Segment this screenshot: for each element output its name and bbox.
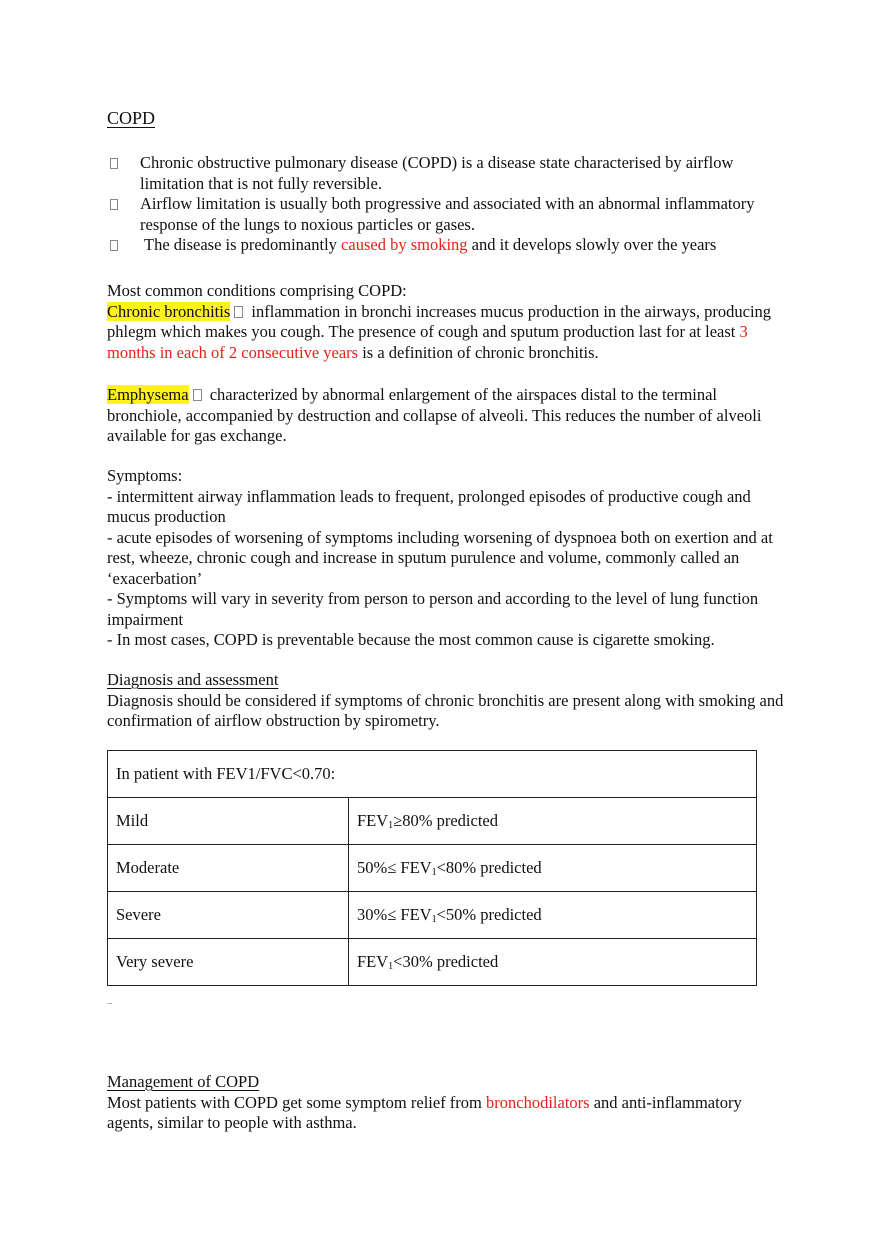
emphysema-paragraph (107, 385, 787, 447)
bullet-box-icon (110, 240, 118, 251)
diagnosis-section (107, 670, 787, 732)
bronchitis-text-post: is a definition of chronic bronchitis. (358, 342, 599, 362)
table-row (108, 939, 757, 986)
table-row (108, 845, 757, 892)
diagnosis-heading: Diagnosis and assessment (107, 670, 279, 689)
highlight-red-text: bronchodilators (486, 1092, 590, 1112)
intro-bullet-list (107, 153, 787, 256)
severity-grade-cell: Very severe (108, 939, 349, 986)
bullet-text: Chronic obstructive pulmonary disease (COPD) is a disease state characterised by airflow limitation that is not fully reversible. (140, 153, 734, 193)
chronic-bronchitis-term: Chronic bronchitis (107, 301, 231, 321)
bullet-text (134, 235, 787, 256)
highlight-red-text: 3 months in each of 2 consecutive years (107, 322, 748, 362)
emphysema-text: characterized by abnormal enlargement of the airspaces distal to the terminal bronchiole, accompanied by destruction and collapse of alveoli. This reduces the number of alveoli available for gas exchange. (107, 385, 762, 445)
stray-dash-divider (107, 1003, 112, 1004)
diagnosis-text: Diagnosis should be considered if symptoms of chronic bronchitis are present along with smoking and confirmation of airflow obstruction by spirometry. (107, 690, 784, 730)
subscript: 1 (388, 819, 394, 831)
management-heading: Management of COPD (107, 1072, 260, 1091)
conditions-section (107, 281, 787, 363)
symptom-item: - acute episodes of worsening of symptoms including worsening of dyspnoea both on exertion and at rest, wheeze, chronic cough and increase in sputum purulence and volume, commonly called an ‘exacerbation’ (107, 527, 773, 588)
chronic-bronchitis-paragraph (107, 302, 787, 364)
bullet-item (107, 235, 787, 256)
fev1-criterion-cell (349, 892, 757, 939)
subscript: 1 (388, 960, 394, 972)
management-section (107, 1072, 787, 1134)
symbol-box-icon (193, 389, 202, 401)
bullet-item (107, 194, 787, 235)
management-text-pre: Most patients with COPD get some symptom relief from (107, 1092, 487, 1112)
management-text (107, 1093, 787, 1134)
criterion-post: <80% predicted (436, 857, 542, 877)
severity-grade-cell: Moderate (108, 845, 349, 892)
fev1-criterion-cell (349, 798, 757, 845)
symptom-item: - Symptoms will vary in severity from person to person and according to the level of lung function impairment (107, 589, 759, 629)
fev1-criterion-cell (349, 845, 757, 892)
criterion-pre: FEV (357, 810, 389, 830)
severity-grade-cell: Mild (108, 798, 349, 845)
fev1-criterion-cell (349, 939, 757, 986)
conditions-heading: Most common conditions comprising COPD: (107, 281, 407, 300)
table-header-row (108, 751, 757, 798)
management-text-post: and anti-inflammatory agents, similar to people with asthma. (107, 1092, 742, 1132)
symptoms-section (107, 466, 787, 651)
criterion-pre: FEV (357, 951, 389, 971)
criterion-post: <30% predicted (393, 951, 499, 971)
page-title: COPD (107, 108, 156, 128)
criterion-pre: 30%≤ FEV (357, 904, 432, 924)
bullet-text-post: and it develops slowly over the years (467, 235, 717, 254)
bullet-text: Airflow limitation is usually both progressive and associated with an abnormal inflammatory response of the lungs to noxious particles or gases. (140, 194, 755, 234)
emphysema-term: Emphysema (107, 385, 189, 404)
bullet-box-icon (110, 199, 118, 210)
table-row (108, 798, 757, 845)
criterion-post: ≥80% predicted (393, 810, 498, 830)
bullet-text-pre: The disease is predominantly (144, 235, 342, 254)
subscript: 1 (431, 913, 437, 925)
bullet-item (107, 153, 787, 194)
symbol-box-icon (234, 306, 243, 318)
table-row (108, 892, 757, 939)
bullet-box-icon (110, 158, 118, 169)
criterion-pre: 50%≤ FEV (357, 857, 432, 877)
severity-grade-cell: Severe (108, 892, 349, 939)
bronchitis-text-pre: inflammation in bronchi increases mucus production in the airways, producing phlegm which makes you cough. The presence of cough and sputum production last for at least (107, 301, 772, 341)
symptoms-heading: Symptoms: (107, 466, 183, 485)
subscript: 1 (431, 866, 437, 878)
symptom-item: - intermittent airway inflammation leads to frequent, prolonged episodes of productive cough and mucus production (107, 486, 751, 526)
highlight-red-text: caused by smoking (341, 235, 468, 254)
symptom-item: - In most cases, COPD is preventable because the most common cause is cigarette smoking. (107, 630, 715, 649)
table-header-cell: In patient with FEV1/FVC<0.70: (108, 751, 757, 798)
copd-severity-table (107, 750, 757, 986)
criterion-post: <50% predicted (436, 904, 542, 924)
